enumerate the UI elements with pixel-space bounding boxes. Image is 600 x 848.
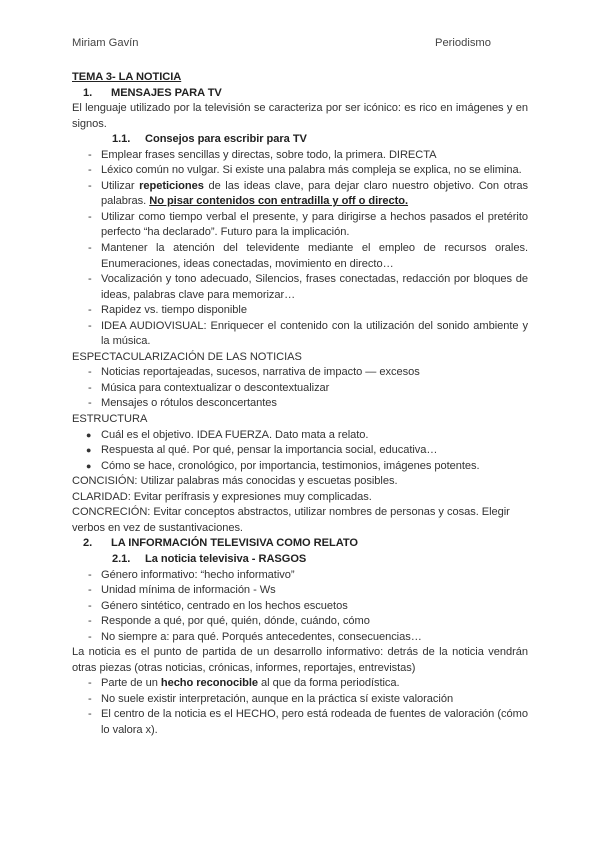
list-item: - El centro de la noticia es el HECHO, pero está rodeada de fuentes de valoración (cómo lo valora x). xyxy=(72,707,528,738)
header-subject: Periodismo xyxy=(435,37,491,49)
list-item: - No siempre a: para qué. Porqués antecedentes, consecuencias… xyxy=(72,630,528,646)
subsection-title: Consejos para escribir para TV xyxy=(145,133,307,146)
list-item: - Género sintético, centrado en los hechos escuetos xyxy=(72,599,528,615)
list-item: - Utilizar como tiempo verbal el presente, y para dirigirse a hechos pasados el pretérito perfecto “ha declarado”. Futuro para la implicación. xyxy=(72,210,528,241)
list-item: - Léxico común no vulgar. Si existe una palabra más compleja se explica, no se elimina. xyxy=(72,163,528,179)
list-item: - No suele existir interpretación, aunque en la práctica sí existe valoración xyxy=(72,692,528,708)
list-item: - Música para contextualizar o descontextualizar xyxy=(72,381,528,397)
list-item: - Noticias reportajeadas, sucesos, narrativa de impacto — excesos xyxy=(72,365,528,381)
text-run: al que da forma periodística. xyxy=(258,677,400,690)
estructura-list xyxy=(72,428,528,475)
header-author: Miriam Gavín xyxy=(72,37,139,49)
list-item: - Mantener la atención del televidente mediante el empleo de recursos orales. Enumeraciones, ideas conectadas, movimiento en directo… xyxy=(72,241,528,272)
noticia-list xyxy=(72,676,528,738)
bold-text: hecho reconocible xyxy=(160,677,259,690)
section-number: 1. xyxy=(83,86,93,99)
bold-text: repeticiones xyxy=(139,179,204,192)
subsection-number: 1.1. xyxy=(112,133,131,146)
text-run: de las ideas clave, para dejar claro nuestro objetivo. Con otras palabras. xyxy=(101,179,529,208)
rule-concision: CONCISIÓN: Utilizar palabras más conocidas y escuetas posibles. xyxy=(72,475,398,488)
list-item: - Emplear frases sencillas y directas, sobre todo, la primera. DIRECTA xyxy=(72,148,528,164)
subsection-1-1-heading xyxy=(72,132,528,148)
section-1-heading xyxy=(72,86,528,102)
section-title: MENSAJES PARA TV xyxy=(111,86,222,99)
rule-claridad: CLARIDAD: Evitar perífrasis y expresiones muy complicadas. xyxy=(72,490,372,503)
list-item: - Responde a qué, por qué, quién, dónde, cuándo, cómo xyxy=(72,614,528,630)
list-item: - Vocalización y tono adecuado, Silencios, frases conectadas, redacción por bloques de ideas, palabras clave para memorizar… xyxy=(72,272,528,303)
espectacularizacion-list xyxy=(72,365,528,412)
list-item: ● Cuál es el objetivo. IDEA FUERZA. Dato mata a relato. xyxy=(72,428,528,444)
list-item xyxy=(72,179,528,210)
list-item xyxy=(72,676,528,692)
espectacularizacion-heading: ESPECTACULARIZACIÓN DE LAS NOTICIAS xyxy=(72,350,302,363)
section-title: LA INFORMACIÓN TELEVISIVA COMO RELATO xyxy=(111,537,358,550)
estructura-heading: ESTRUCTURA xyxy=(72,413,148,426)
list-item: - Mensajes o rótulos desconcertantes xyxy=(72,396,528,412)
list-item: ● Respuesta al qué. Por qué, pensar la importancia social, educativa… xyxy=(72,443,528,459)
section-2-heading xyxy=(72,536,528,552)
section-2-paragraph: La noticia es el punto de partida de un desarrollo informativo: detrás de la noticia vendrán otras piezas (otras noticias, crónicas, informes, reportajes, entrevistas) xyxy=(72,646,528,674)
subsection-number: 2.1. xyxy=(112,552,131,565)
text-run: Parte de un xyxy=(101,677,161,690)
rasgos-list xyxy=(72,568,528,646)
document-body xyxy=(72,70,528,739)
subsection-title: La noticia televisiva - RASGOS xyxy=(145,552,307,565)
list-item: - Unidad mínima de información - Ws xyxy=(72,583,528,599)
list-item: ● Cómo se hace, cronológico, por importancia, testimonios, imágenes potentes. xyxy=(72,459,528,475)
tips-list xyxy=(72,148,528,350)
bold-underlined-text: No pisar contenidos con entradilla y off o directo. xyxy=(149,195,409,208)
rule-concrecion: CONCRECIÓN: Evitar conceptos abstractos, utilizar nombres de personas y cosas. Elegir verbos en vez de sustantivaciones. xyxy=(72,506,510,534)
section-number: 2. xyxy=(83,537,93,550)
document-title: TEMA 3- LA NOTICIA xyxy=(72,71,182,83)
section-1-intro: El lenguaje utilizado por la televisión se caracteriza por ser icónico: es rico en imágenes y en signos. xyxy=(72,102,528,130)
text-run: Utilizar xyxy=(101,179,140,192)
list-item: - Rapidez vs. tiempo disponible xyxy=(72,303,528,319)
list-item: - IDEA AUDIOVISUAL: Enriquecer el contenido con la utilización del sonido ambiente y la música. xyxy=(72,319,528,350)
list-item: - Género informativo: “hecho informativo” xyxy=(72,568,528,584)
subsection-2-1-heading xyxy=(72,552,528,568)
